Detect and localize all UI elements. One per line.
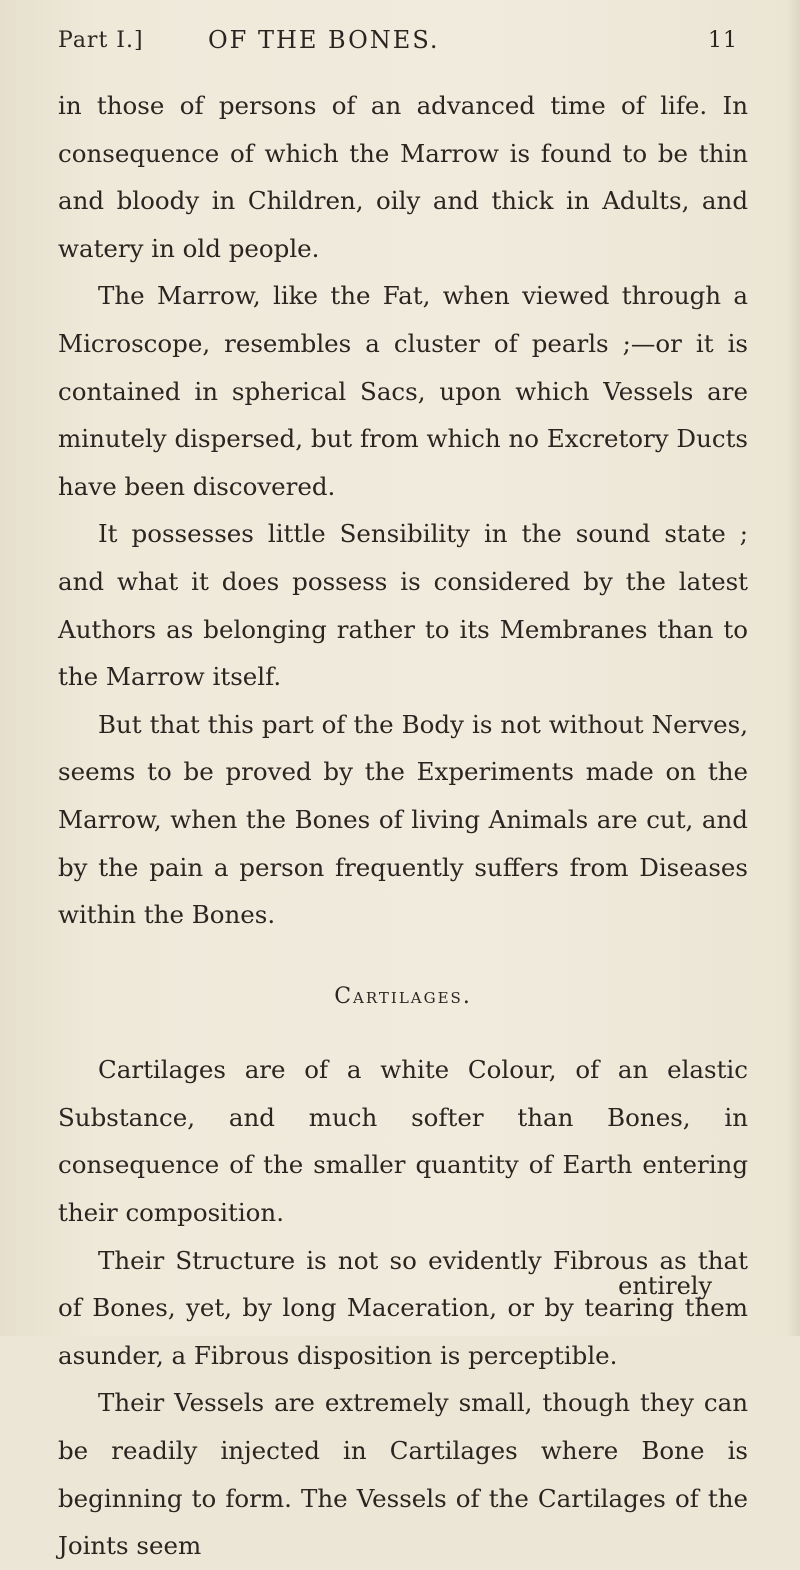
section-heading: Cartilages. [334, 983, 472, 1009]
paragraph-2: The Marrow, like the Fat, when viewed through a Microscope, resembles a cluster of pearls ;—or it is contained in spherical Sacs, upon which Vessels are minutely dispersed, but from which no Excretory Ducts have been discovered. [58, 281, 748, 501]
section-paragraph-3: Their Vessels are extremely small, though they can be readily injected in Cartilages where Bone is beginning to form. The Vessels of the Cartilages of the Joints seem [58, 1388, 748, 1561]
page-number: 11 [708, 28, 738, 53]
paragraph-1: in those of persons of an advanced time of life. In consequence of which the Marrow is found to be thin and bloody in Children, oily and thick in Adults, and watery in old people. [58, 91, 748, 263]
running-header [58, 22, 738, 62]
page-edge-shadow [786, 0, 800, 1336]
section-paragraph-2: Their Structure is not so evidently Fibrous as that of Bones, yet, by long Maceration, or by tearing them asunder, a Fibrous disposition is perceptible. [58, 1245, 748, 1370]
header-part: Part I.] [58, 28, 144, 53]
catchword: entirely [618, 1272, 712, 1300]
paragraph-4: But that this part of the Body is not without Nerves, seems to be proved by the Experiments made on the Marrow, when the Bones of living Animals are cut, and by the pain a person frequently suffers from Diseases within the Bones. [58, 709, 748, 930]
body-text [58, 82, 748, 1570]
header-title: OF THE BONES. [208, 26, 440, 54]
paragraph-3: It possesses little Sensibility in the sound state ; and what it does possess is considered by the latest Authors as belonging rather to its Membranes than to the Marrow itself. [58, 519, 748, 692]
section-paragraph-1: Cartilages are of a white Colour, of an elastic Substance, and much softer than Bones, in consequence of the smaller quantity of Earth entering their composition. [58, 1055, 748, 1228]
